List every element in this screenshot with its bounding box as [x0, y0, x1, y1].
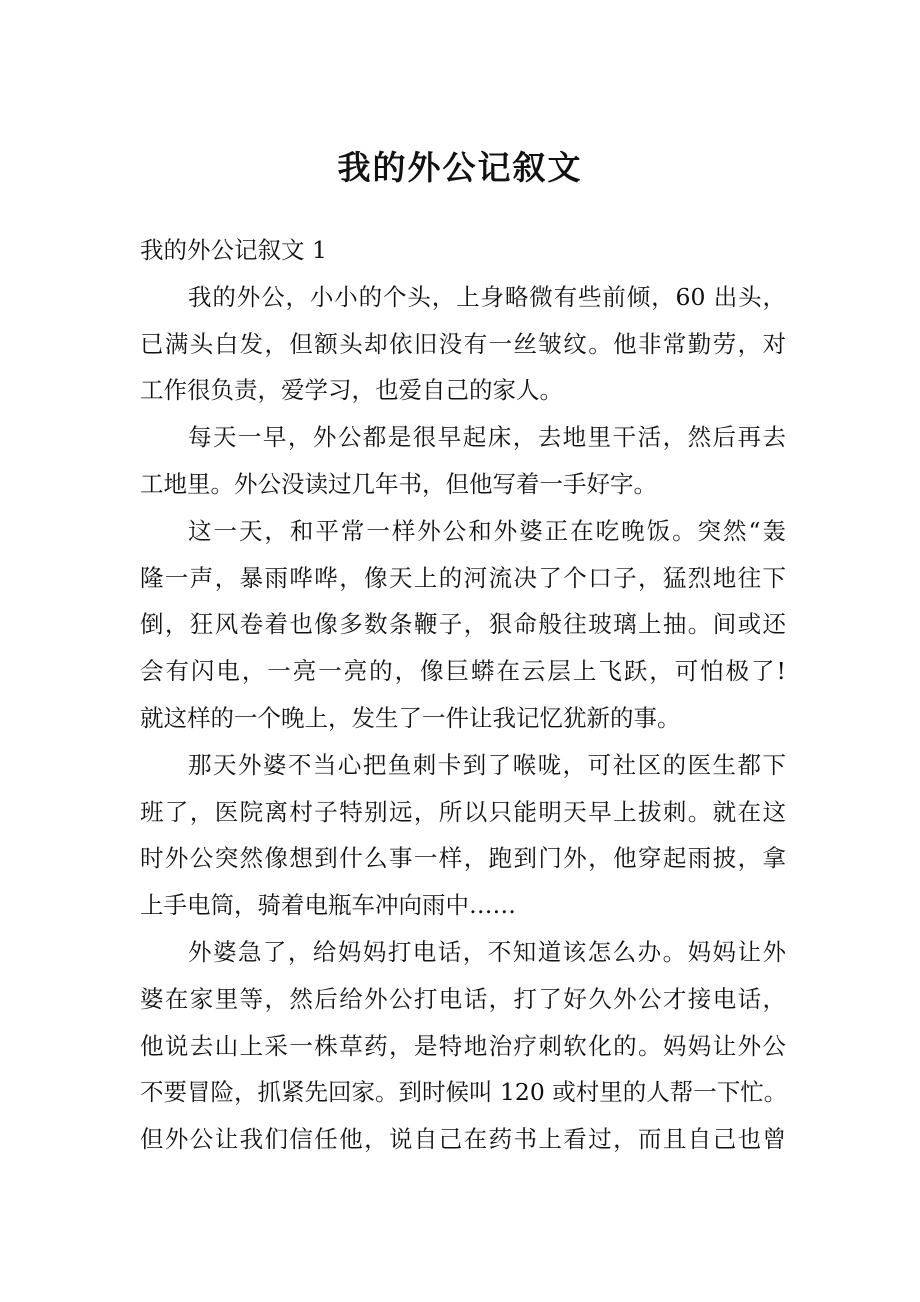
paragraph-line: 工地里。外公没读过几年书，但他写着一手好字。 [140, 469, 657, 498]
paragraph-line: 他说去山上采一株草药，是特地治疗刺软化的。妈妈让外公 [140, 1031, 786, 1060]
paragraph-line: 但外公让我们信任他，说自己在药书上看过，而且自己也曾 [140, 1125, 786, 1154]
document-body [140, 227, 786, 1163]
paragraph-line: 时外公突然像想到什么事一样，跑到门外，他穿起雨披，拿 [140, 844, 786, 873]
paragraph-line: 已满头白发，但额头却依旧没有一丝皱纹。他非常勤劳，对 [140, 329, 786, 358]
paragraph-line: 每天一早，外公都是很早起床，去地里干活，然后再去 [188, 423, 786, 452]
paragraph-line: 婆在家里等，然后给外公打电话，打了好久外公才接电话， [140, 984, 786, 1013]
paragraphs [140, 274, 786, 1163]
paragraph [140, 274, 786, 414]
paragraph-line: 那天外婆不当心把鱼刺卡到了喉咙，可社区的医生都下 [188, 750, 786, 779]
paragraph-line: 倒，狂风卷着也像多数条鞭子，狠命般往玻璃上抽。间或还 [140, 610, 786, 639]
paragraph-line: 不要冒险，抓紧先回家。到时候叫 120 或村里的人帮一下忙。 [140, 1078, 788, 1107]
paragraph-line: 就这样的一个晚上，发生了一件让我记忆犹新的事。 [140, 703, 681, 732]
section-heading: 我的外公记叙文 1 [140, 236, 327, 264]
paragraph-line: 工作很负责，爱学习，也爱自己的家人。 [140, 376, 563, 405]
paragraph-line: 外婆急了，给妈妈打电话，不知道该怎么办。妈妈让外 [188, 937, 786, 966]
paragraph [140, 929, 786, 1163]
paragraph-line: 我的外公，小小的个头，上身略微有些前倾，60 出头， [188, 282, 786, 311]
paragraph-line: 上手电筒，骑着电瓶车冲向雨中…… [140, 891, 516, 920]
paragraph-line: 班了，医院离村子特别远，所以只能明天早上拔刺。就在这 [140, 797, 786, 826]
paragraph-line: 隆一声，暴雨哗哗，像天上的河流决了个口子，猛烈地往下 [140, 563, 786, 592]
paragraph [140, 742, 786, 929]
paragraph [140, 414, 786, 508]
paragraph-line: 这一天，和平常一样外公和外婆正在吃晚饭。突然“轰 [188, 516, 786, 545]
paragraph-line: 会有闪电，一亮一亮的，像巨蟒在云层上飞跃，可怕极了! [140, 657, 786, 686]
document-title: 我的外公记叙文 [337, 148, 583, 187]
paragraph [140, 508, 786, 742]
